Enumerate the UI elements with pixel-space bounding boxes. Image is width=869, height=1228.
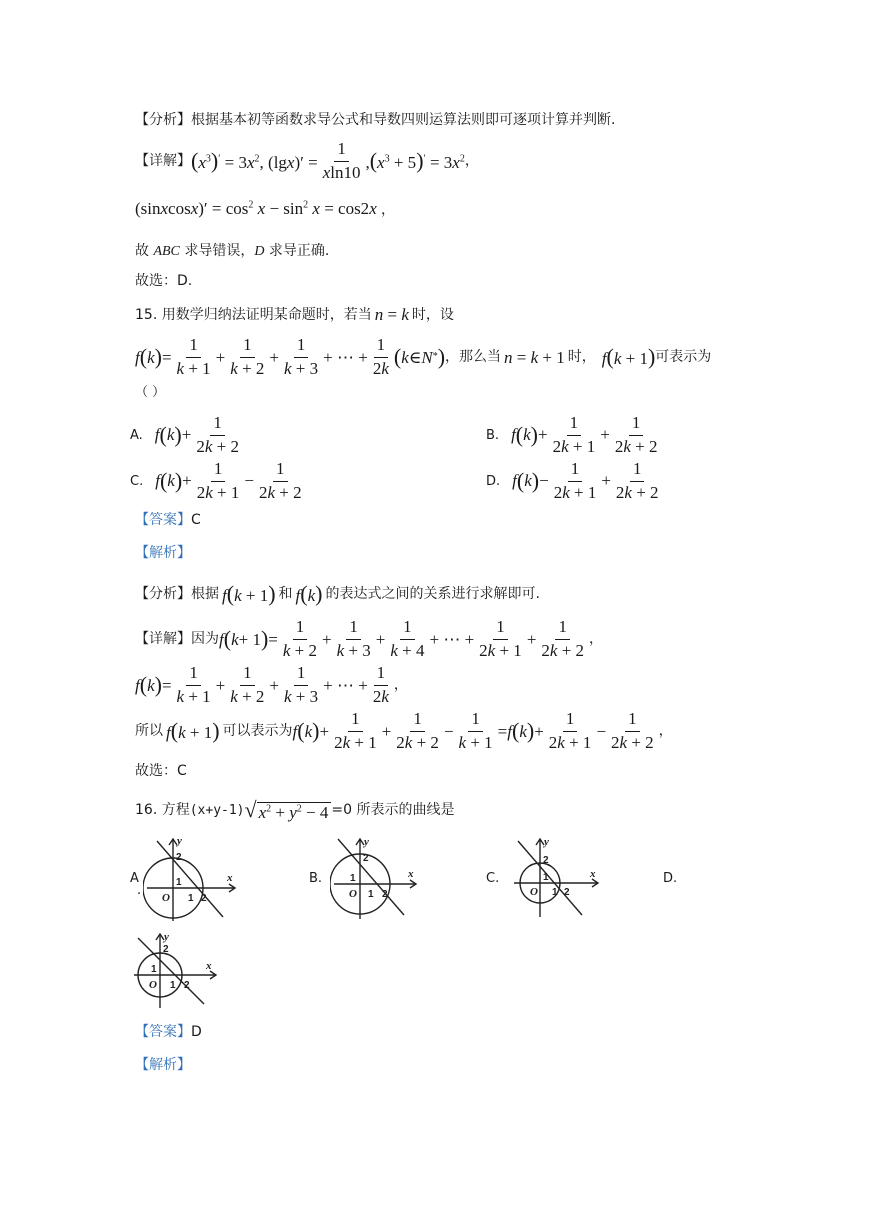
q15-answer [135, 513, 201, 527]
fig-a-two-y: 2 [176, 852, 182, 863]
q15-stem-post: 时，设 [411, 306, 454, 323]
q15-analysis-tag: 【分析】 [135, 586, 191, 602]
fig-d-one-x: 1 [170, 980, 176, 991]
q15-line2-mid: ，那么当 [445, 349, 502, 365]
fig-b-two-y: 2 [363, 853, 369, 864]
q16-option-a-label[interactable]: A [130, 871, 139, 886]
conclusion-abc: ABC [153, 244, 180, 259]
q16-jiexi-tag: 【解析】 [135, 1057, 191, 1073]
q15-jiexi-tag: 【解析】 [135, 545, 191, 561]
q15-option-b[interactable]: B. f ( k ) + $\frac{1}{2k + 1}$ + $\frac{1}{2k + 2}$ [486, 413, 658, 456]
q15-choose: 故选：C [135, 763, 187, 779]
q15-analysis-pre: 根据 [191, 586, 219, 602]
q15-analysis-post: 的表达式之间的关系进行求解即可. [325, 586, 540, 602]
q15-detail-fk1: 【详解】 因为 f ( k + 1 ) = $\frac{1}{k + 2}$ + $\frac{1}{k + 3}$ + $\frac{1}{k + 4}$ + ⋯ + $\frac{1}{2k + 1}$ + $\frac{1}{2k + 2}$ ， [135, 616, 604, 660]
q15-option-a[interactable]: A. f ( k ) + $\frac{1}{2k + 2}$ [130, 413, 239, 456]
q16-option-c-label[interactable]: C. [486, 871, 500, 886]
q16-option-d-label[interactable]: D. [663, 871, 678, 886]
q15-detail-tag: 【详解】 [135, 631, 191, 647]
fig-d-two-y: 2 [163, 944, 169, 955]
q16-stem [135, 795, 454, 825]
fig-d-x-label: x [206, 960, 212, 972]
fig-d-two-x: 2 [184, 980, 190, 991]
q15-fk-definition: f ( k ) = $\frac{1}{k + 1}$ + $\frac{1}{k + 2}$ + $\frac{1}{k + 3}$ + ⋯ + $\frac{1}{2k}$ ( k ∈ N * ) ，那么当 n = k + 1 时， f(k + 1) 可表示为 [135, 334, 712, 378]
derivative-x3: $(x^3)' = 3x^2$, (lgx)′ = [191, 148, 318, 173]
q15-answer-tag: 【答案】 [135, 512, 191, 528]
fig-a-one-x: 1 [188, 893, 194, 904]
q15-detail-pre: 因为 [191, 631, 219, 647]
conclusion-pre: 故 [135, 243, 154, 259]
q16-figure-d[interactable] [130, 930, 230, 1010]
q15-n-eq-k: n = k [374, 305, 409, 324]
q16-answer [135, 1025, 202, 1039]
q15-option-c[interactable]: C. f ( k ) + $\frac{1}{2k + 1}$ − $\frac{1}{2k + 2}$ [130, 459, 302, 502]
fig-c-one-x: 1 [552, 887, 558, 898]
choose-line-1: 故选：D. [135, 273, 193, 289]
fig-b-one-y: 1 [350, 873, 356, 884]
conclusion-d: D [254, 244, 265, 259]
fig-c-x-label: x [590, 868, 596, 880]
q16-stem-post: =0 所表示的曲线是 [331, 802, 455, 818]
fig-c-one-y: 1 [543, 872, 549, 883]
fig-b-two-x: 2 [382, 889, 388, 900]
q15-analysis-and: 和 [278, 586, 293, 602]
q15-stem [135, 306, 454, 323]
fig-d-y-label: y [164, 931, 169, 943]
q16-answer-value: D [191, 1024, 202, 1040]
q16-option-b-label[interactable]: B. [309, 871, 323, 886]
fig-a-y-label: y [177, 835, 182, 847]
q15-stem-pre: 15. 用数学归纳法证明某命题时，若当 [135, 306, 372, 323]
q15-so-pre: 所以 [135, 723, 163, 739]
fig-d-one-y: 1 [151, 964, 157, 975]
q16-figure-a[interactable] [143, 833, 243, 923]
detail-tag: 【详解】 [135, 153, 191, 169]
q16-sqrt: √ $x^2 + y^2 - 4$ [245, 799, 332, 821]
analysis-line [135, 113, 615, 127]
q16-stem-expr: (x+y-1) [189, 802, 245, 818]
detail-conclusion [135, 244, 329, 259]
conclusion-mid: 求导错误， [179, 243, 255, 259]
fig-c-two-y: 2 [543, 855, 549, 866]
analysis-tag: 【分析】 [135, 112, 191, 128]
fig-d-o-label: O [149, 979, 157, 991]
conclusion-post: 求导正确. [264, 243, 330, 259]
fraction-1-xln10: $\frac{1}{xln10}$ [322, 138, 361, 182]
fig-c-two-x: 2 [564, 887, 570, 898]
q16-figure-b[interactable] [330, 833, 430, 923]
q15-option-d[interactable]: D. f ( k ) − $\frac{1}{2k + 1}$ + $\frac{1}{2k + 2}$ [486, 459, 659, 502]
fig-b-one-x: 1 [368, 889, 374, 900]
detail-line-sincos: (sinxcosx)′ = $\cos^2 x - \sin^2 x = \cos 2x$ ， [135, 199, 395, 218]
q15-detail-so: 所以 f(k + 1) 可以表示为 f ( k ) + $\frac{1}{2k + 1}$ + $\frac{1}{2k + 2}$ − $\frac{1}{k + 1}$ = f ( k ) + $\frac{1}{2k + 1}$ − $\frac{1}{2k + 2}$ ， [135, 708, 673, 752]
fig-c-o-label: O [530, 886, 538, 898]
q15-analysis: 【分析】 根据 f(k + 1) 和 f(k) 的表达式之间的关系进行求解即可. [135, 581, 540, 606]
fig-a-one-y: 1 [176, 877, 182, 888]
q15-line2-post: 可表示为 [655, 349, 712, 365]
analysis-text: 根据基本初等函数求导公式和导数四则运算法则即可逐项计算并判断. [191, 112, 616, 128]
derivative-x3-plus5: $,(x^3 + 5)' = 3x^2$ [365, 148, 465, 173]
fig-b-y-label: y [364, 836, 369, 848]
q15-answer-value: C [191, 512, 201, 528]
q16-option-a-dot: . [137, 883, 142, 898]
q15-option-b-label: B. [486, 427, 500, 443]
fig-a-x-label: x [227, 872, 233, 884]
fig-a-o-label: O [162, 892, 170, 904]
q15-option-a-label: A. [130, 427, 143, 443]
q16-stem-pre: 16. 方程 [135, 802, 190, 818]
q15-line2-mid2: 时， [567, 349, 596, 365]
detail-derivatives-line: 【详解】 $(x^3)' = 3x^2$, (lgx)′ = $\frac{1}{xln10}$ $,(x^3 + 5)' = 3x^2$ ， [135, 138, 479, 182]
fig-b-o-label: O [349, 888, 357, 900]
fig-b-x-label: x [408, 868, 414, 880]
q15-so-mid: 可以表示为 [222, 723, 293, 739]
fig-c-y-label: y [544, 836, 549, 848]
q15-detail-fk: f ( k ) = $\frac{1}{k + 1}$ + $\frac{1}{k + 2}$ + $\frac{1}{k + 3}$ + ⋯ + $\frac{1}{2k}$ ， [135, 662, 408, 706]
q16-answer-tag: 【答案】 [135, 1024, 191, 1040]
q16-figure-c[interactable] [510, 833, 610, 923]
fig-a-two-x: 2 [201, 893, 207, 904]
q15-answer-paren: （ ） [135, 385, 166, 400]
q15-option-c-label: C. [130, 473, 144, 489]
q15-option-d-label: D. [486, 473, 501, 489]
